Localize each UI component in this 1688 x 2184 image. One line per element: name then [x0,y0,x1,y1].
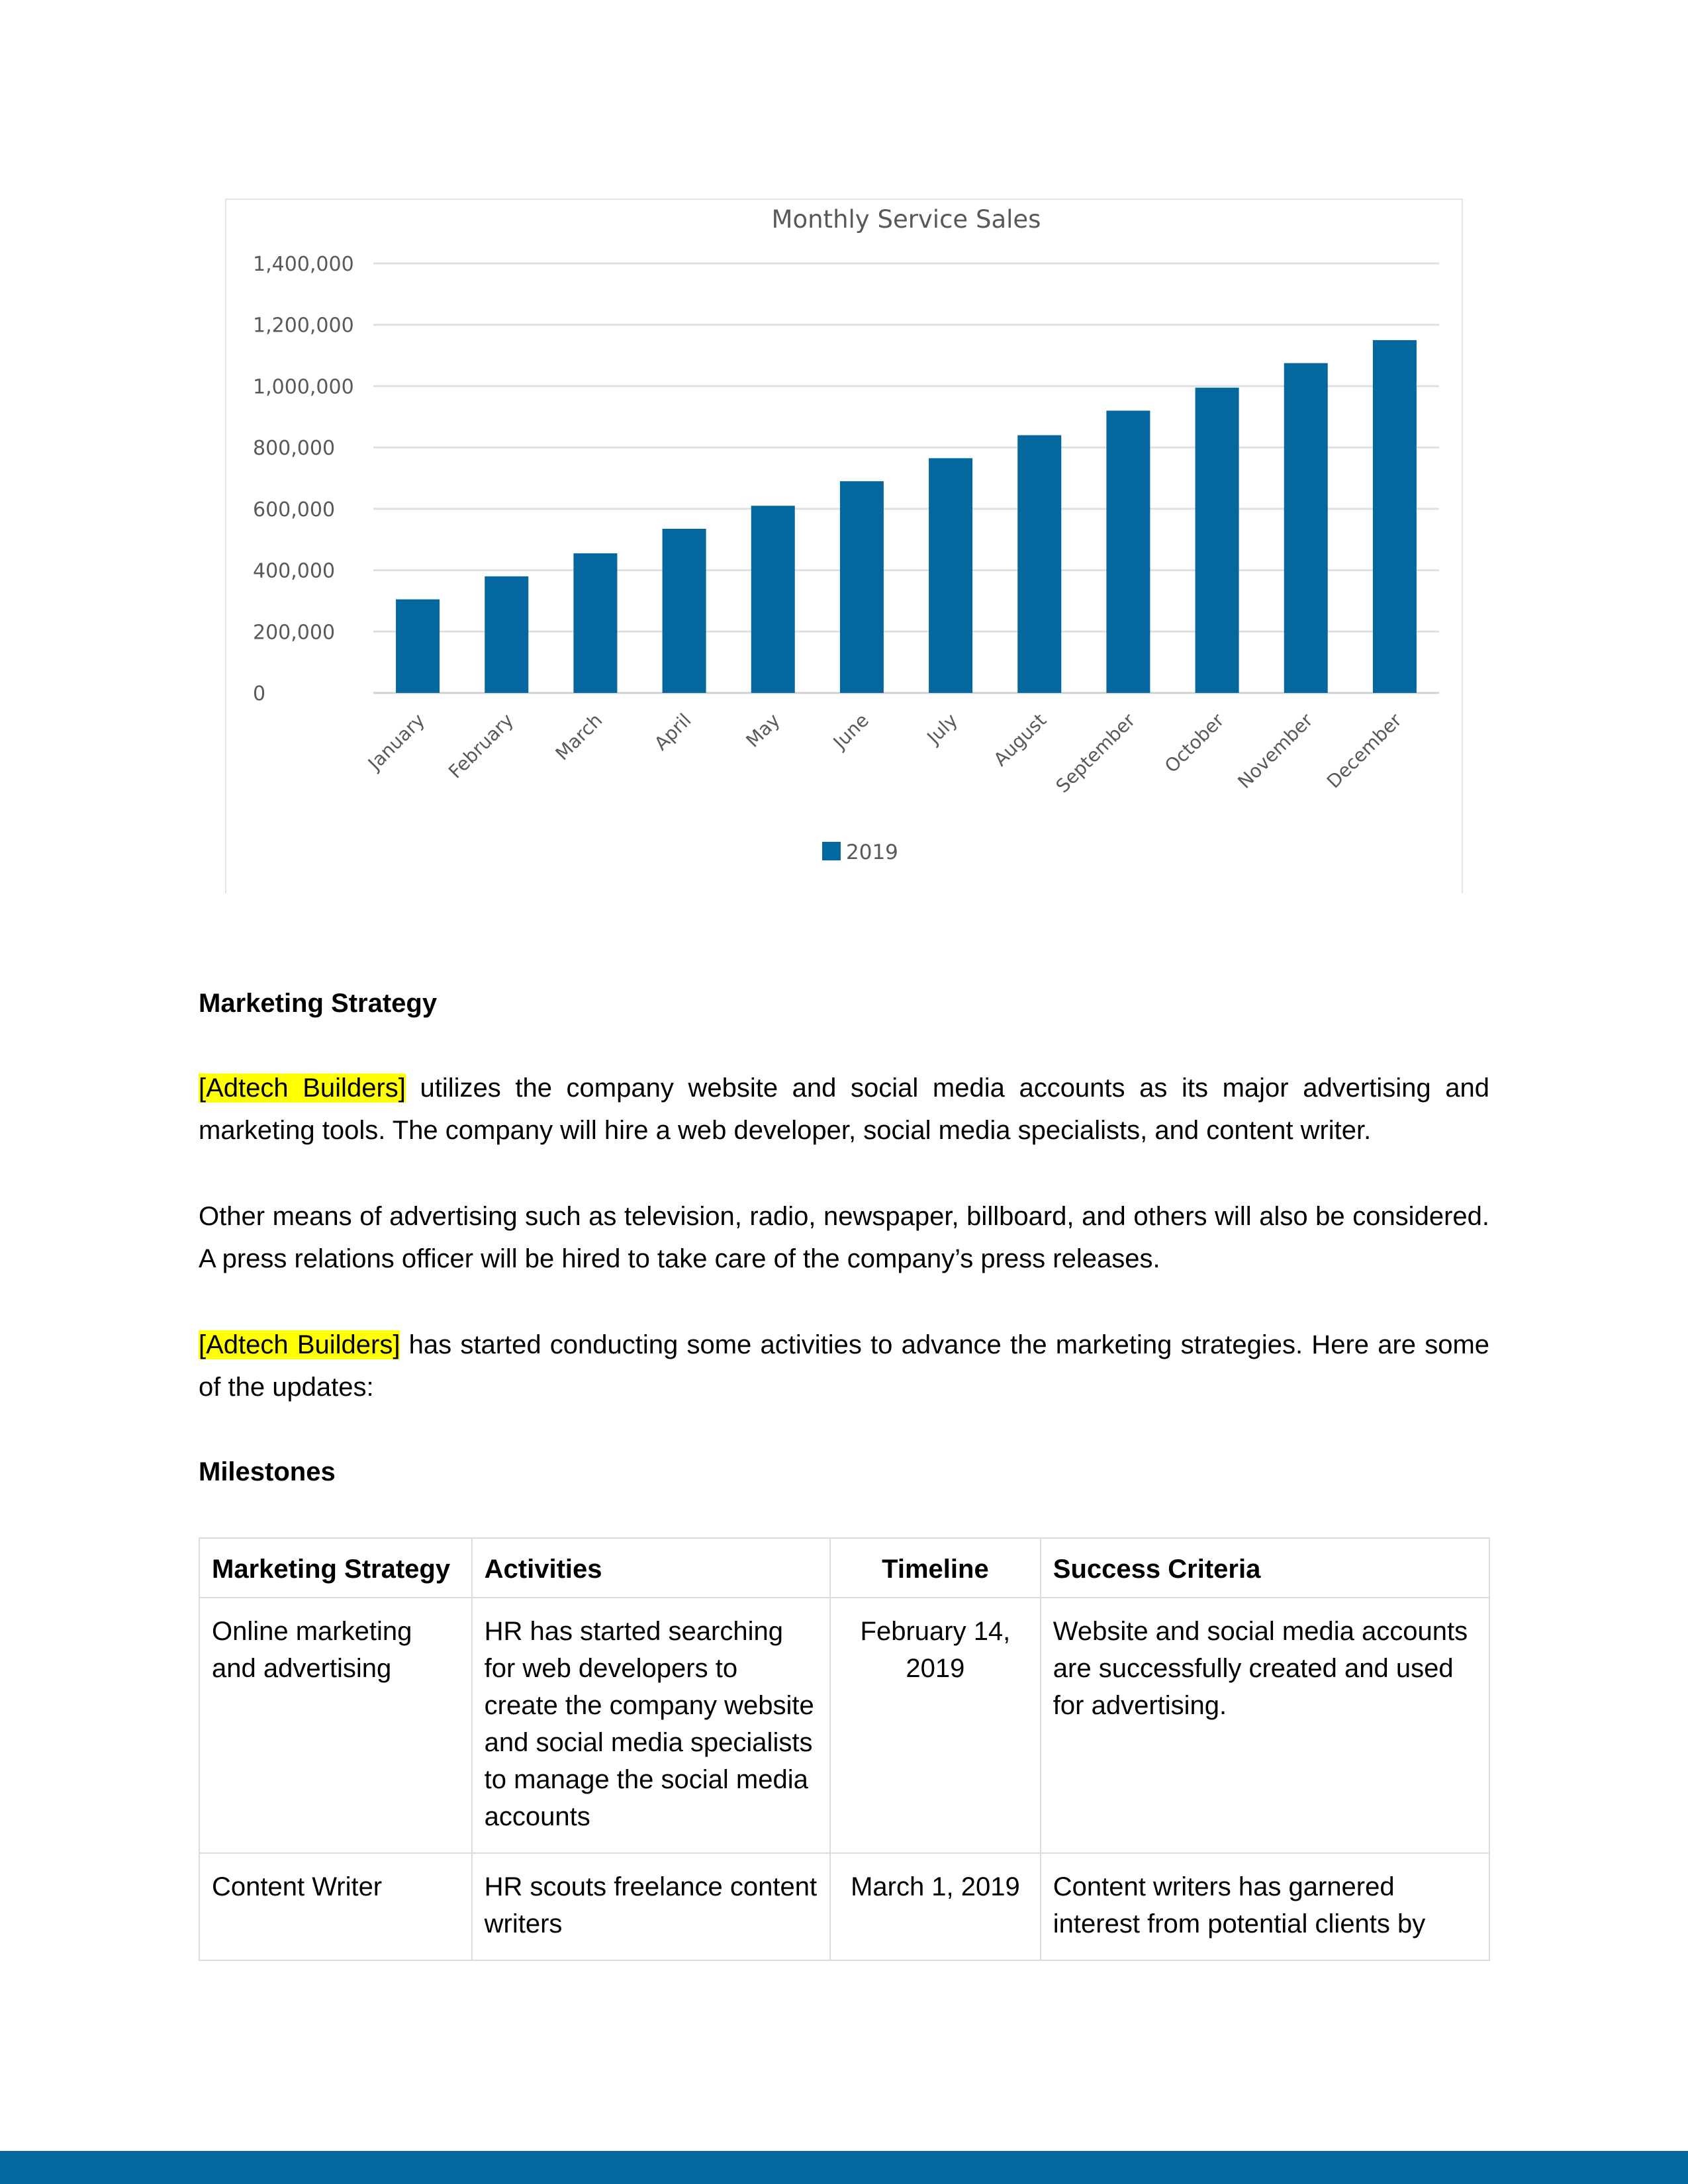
company-name-highlight: [Adtech Builders] [199,1330,400,1359]
chart-container [225,199,1463,893]
y-tick-label: 0 [253,682,266,705]
section-heading-milestones: Milestones [199,1457,336,1486]
y-tick-label: 600,000 [253,498,336,522]
bar-chart [226,200,1464,895]
table-cell: Online marketing and advertising [199,1598,472,1853]
company-name-highlight: [Adtech Builders] [199,1073,406,1103]
table-row [199,1853,1489,1960]
paragraph-1 [199,1067,1489,1152]
column-header: Activities [472,1538,830,1598]
x-tick-label: August [989,709,1051,771]
bar [1106,411,1150,693]
table-cell: March 1, 2019 [830,1853,1041,1960]
bar [840,481,884,693]
paragraph-3 [199,1324,1489,1408]
paragraph-1-text: utilizes the company website and social media accounts as its major advertising and marketing tools. The company will hire a web developer, social media specialists, and content writer. [199,1073,1489,1145]
x-tick-label: July [923,709,962,749]
table-cell: Website and social media accounts are successfully created and used for advertising. [1041,1598,1489,1853]
footer-bar [0,2151,1688,2184]
table-cell: HR scouts freelance content writers [472,1853,830,1960]
x-tick-label: April [649,709,696,755]
bar [663,529,706,693]
section-heading-marketing: Marketing Strategy [199,989,438,1018]
paragraph-2 [199,1195,1489,1280]
legend-swatch [822,842,841,860]
table-cell: Content Writer [199,1853,472,1960]
y-tick-label: 200,000 [253,621,336,645]
x-tick-label: March [551,709,607,765]
x-tick-label: January [363,709,430,775]
table-header-row [199,1538,1489,1598]
bar [751,506,795,693]
legend-label: 2019 [846,841,898,864]
bar [573,553,617,693]
paragraph-3-text: has started conducting some activities to advance the marketing strategies. Here are some of the updates: [199,1330,1490,1402]
x-tick-label: November [1233,709,1317,793]
paragraph-2-text: Other means of advertising such as television, radio, newspaper, billboard, and others will also be considered. A press relations officer will be hired to take care of the company’s press releases. [199,1202,1489,1273]
table-cell: HR has started searching for web developers to create the company website and social media specialists to manage the social media accounts [472,1598,830,1853]
y-tick-label: 800,000 [253,437,336,461]
column-header: Success Criteria [1041,1538,1489,1598]
table-cell: Content writers has garnered interest from potential clients by [1041,1853,1489,1960]
bar [1017,435,1061,693]
bar [396,600,440,693]
bar [1284,363,1328,693]
x-tick-label: October [1160,709,1229,778]
column-header: Marketing Strategy [199,1538,472,1598]
x-tick-label: September [1051,709,1140,797]
table-row [199,1598,1489,1853]
bar [1196,388,1239,693]
milestones-table [199,1537,1490,1961]
table-cell: February 14, 2019 [830,1598,1041,1853]
column-header: Timeline [830,1538,1041,1598]
bar [485,576,528,693]
chart-title: Monthly Service Sales [771,205,1041,234]
y-tick-label: 1,200,000 [253,314,354,338]
x-tick-label: February [444,709,518,783]
bar [929,458,972,693]
x-tick-label: June [829,709,873,754]
x-tick-label: December [1322,709,1406,793]
y-tick-label: 1,400,000 [253,253,354,276]
y-tick-label: 1,000,000 [253,375,354,399]
y-tick-label: 400,000 [253,559,336,583]
bar [1373,340,1417,693]
x-tick-label: May [741,709,784,752]
